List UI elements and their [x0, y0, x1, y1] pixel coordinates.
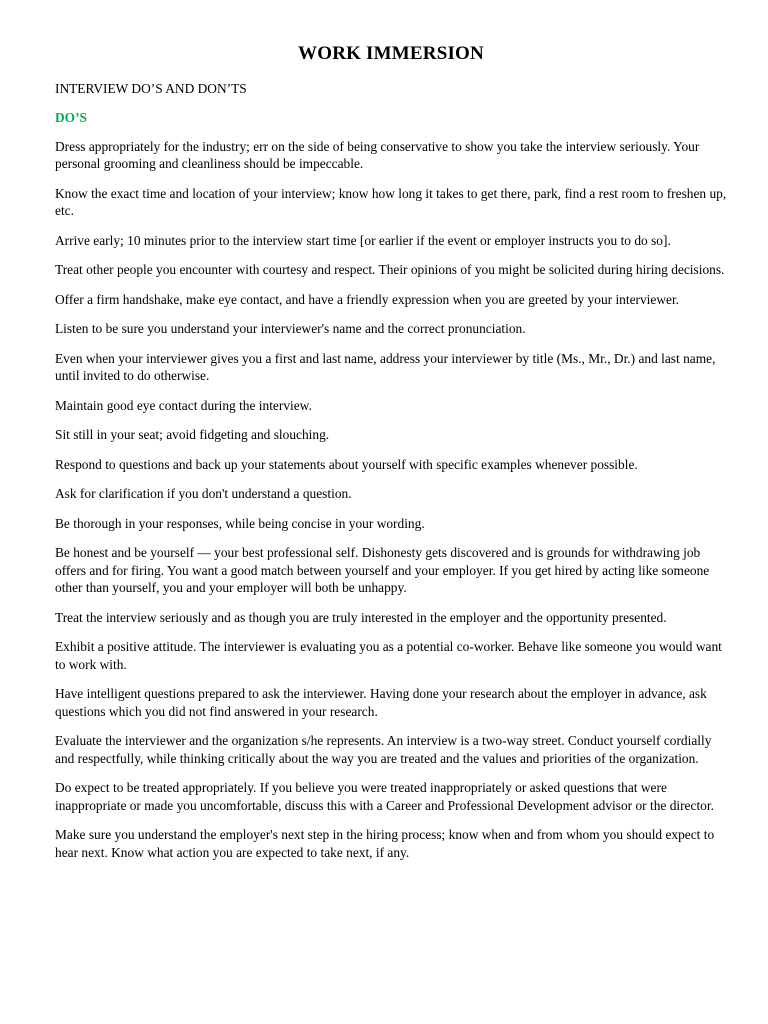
list-item: Make sure you understand the employer's next step in the hiring process; know when and from whom you should expect to hear next. Know what action you are expected to take next, if any. — [55, 827, 715, 860]
list-item: Offer a firm handshake, make eye contact, and have a friendly expression when you are greeted by your interviewer. — [55, 291, 680, 307]
list-item: Exhibit a positive attitude. The interviewer is evaluating you as a potential co-worker. Behave like someone you would want to work with. — [55, 639, 722, 672]
list-item: Be thorough in your responses, while being concise in your wording. — [55, 515, 425, 531]
list-item: Sit still in your seat; avoid fidgeting and slouching. — [55, 427, 330, 442]
list-item: Treat the interview seriously and as though you are truly interested in the employer and the opportunity presented. — [55, 609, 667, 625]
list-item: Dress appropriately for the industry; err on the side of being conservative to show you take the interview seriously. Your personal grooming and cleanliness should be impeccable. — [55, 138, 700, 171]
list-item: Do expect to be treated appropriately. If you believe you were treated inappropriately or asked questions that were inappropriate or made you uncomfortable, discuss this with a Career and Professional Development advisor or the director. — [55, 780, 714, 813]
document-title: WORK IMMERSION — [298, 43, 484, 64]
section-heading-dos: DO’S — [55, 109, 87, 125]
list-item: Have intelligent questions prepared to ask the interviewer. Having done your research about the employer in advance, ask questions which you did not find answered in your research. — [55, 686, 707, 719]
list-item: Maintain good eye contact during the interview. — [55, 397, 312, 413]
list-item: Listen to be sure you understand your interviewer's name and the correct pronunciation. — [55, 321, 526, 336]
list-item: Respond to questions and back up your statements about yourself with specific examples whenever possible. — [55, 456, 638, 472]
document-body — [55, 80, 730, 873]
list-item: Treat other people you encounter with courtesy and respect. Their opinions of you might be solicited during hiring decisions. — [55, 262, 725, 277]
dos-list — [55, 138, 730, 862]
list-item: Know the exact time and location of your interview; know how long it takes to get there, park, find a rest room to freshen up, etc. — [55, 185, 727, 218]
list-item: Arrive early; 10 minutes prior to the interview start time [or earlier if the event or employer instructs you to do so]. — [55, 232, 671, 248]
document-subtitle: INTERVIEW DO’S AND DON’TS — [55, 81, 247, 96]
list-item: Be honest and be yourself — your best professional self. Dishonesty gets discovered and is grounds for withdrawing job offers and for firing. You want a good match between yourself and your employer. If you get hired by acting like someone other than yourself, you and your employer will both be unhappy. — [55, 545, 710, 595]
list-item: Ask for clarification if you don't understand a question. — [55, 486, 352, 501]
list-item: Evaluate the interviewer and the organization s/he represents. An interview is a two-way street. Conduct yourself cordially and respectfully, while thinking critically about the way you are treated and the values and priorities of the organization. — [55, 733, 712, 766]
list-item: Even when your interviewer gives you a first and last name, address your interviewer by title (Ms., Mr., Dr.) and last name, until invited to do otherwise. — [55, 350, 716, 383]
